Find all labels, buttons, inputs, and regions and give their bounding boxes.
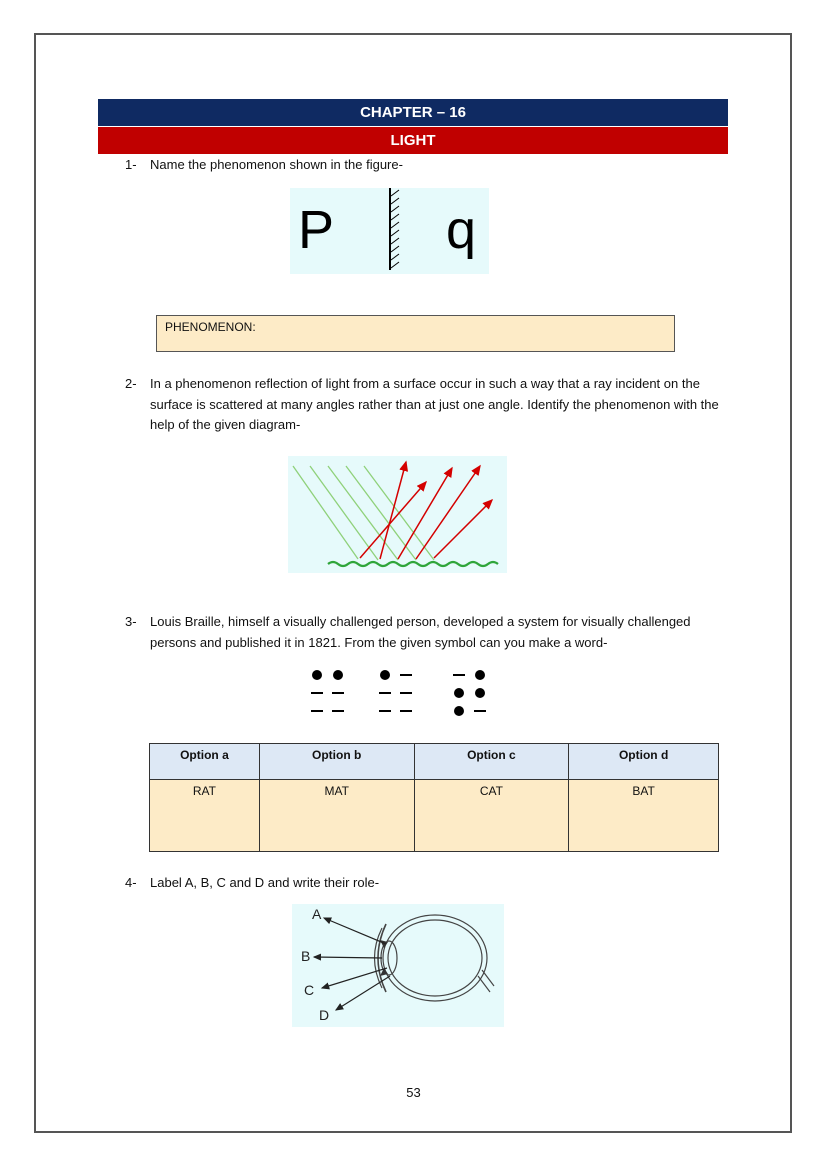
table-header-row bbox=[150, 744, 719, 780]
object-letter: P bbox=[298, 200, 335, 260]
options-table bbox=[149, 743, 719, 852]
braille-dot bbox=[333, 670, 343, 680]
braille-dot bbox=[454, 688, 464, 698]
table-header: Option d bbox=[569, 744, 719, 780]
braille-dot bbox=[475, 670, 485, 680]
option-b-cell[interactable]: MAT bbox=[259, 780, 414, 852]
option-d-cell[interactable]: BAT bbox=[569, 780, 719, 852]
question-number: 1- bbox=[125, 157, 137, 172]
braille-symbols bbox=[305, 664, 495, 722]
human-eye-figure bbox=[292, 904, 504, 1027]
option-a-cell[interactable]: RAT bbox=[150, 780, 260, 852]
image-letter: q bbox=[446, 200, 477, 260]
question-number: 2- bbox=[125, 376, 137, 391]
eye-label-a: A bbox=[312, 906, 322, 922]
question-number: 4- bbox=[125, 875, 137, 890]
question-1 bbox=[125, 155, 730, 176]
question-number: 3- bbox=[125, 614, 137, 629]
chapter-title-band: LIGHT bbox=[98, 127, 728, 154]
option-c-cell[interactable]: CAT bbox=[414, 780, 569, 852]
question-text: Louis Braille, himself a visually challenged person, developed a system for visually challenged persons and published it in 1821. From the given symbol can you make a word- bbox=[150, 614, 691, 650]
eye-label-b: B bbox=[301, 948, 311, 964]
page-number: 53 bbox=[406, 1085, 421, 1100]
chapter-number-band: CHAPTER – 16 bbox=[98, 99, 728, 126]
question-text: In a phenomenon reflection of light from a surface occur in such a way that a ray incident on the surface is scattered at many angles rather than at just one angle. Identify the phenomenon with the help of the given diagram- bbox=[150, 376, 719, 432]
mirror-reflection-figure bbox=[290, 188, 489, 274]
braille-dot bbox=[380, 670, 390, 680]
phenomenon-answer-box[interactable] bbox=[156, 315, 675, 352]
diffuse-reflection-figure bbox=[288, 456, 507, 573]
question-2 bbox=[125, 374, 730, 436]
question-3 bbox=[125, 612, 730, 653]
braille-dot bbox=[312, 670, 322, 680]
eye-label-d: D bbox=[319, 1007, 330, 1023]
table-row bbox=[150, 780, 719, 852]
question-text: Name the phenomenon shown in the figure- bbox=[150, 157, 403, 172]
table-header: Option b bbox=[259, 744, 414, 780]
braille-dot bbox=[475, 688, 485, 698]
question-4 bbox=[125, 873, 730, 894]
answer-box-label: PHENOMENON: bbox=[165, 320, 256, 334]
table-header: Option c bbox=[414, 744, 569, 780]
table-header: Option a bbox=[150, 744, 260, 780]
eye-label-c: C bbox=[304, 982, 315, 998]
question-text: Label A, B, C and D and write their role- bbox=[150, 875, 380, 890]
braille-dot bbox=[454, 706, 464, 716]
